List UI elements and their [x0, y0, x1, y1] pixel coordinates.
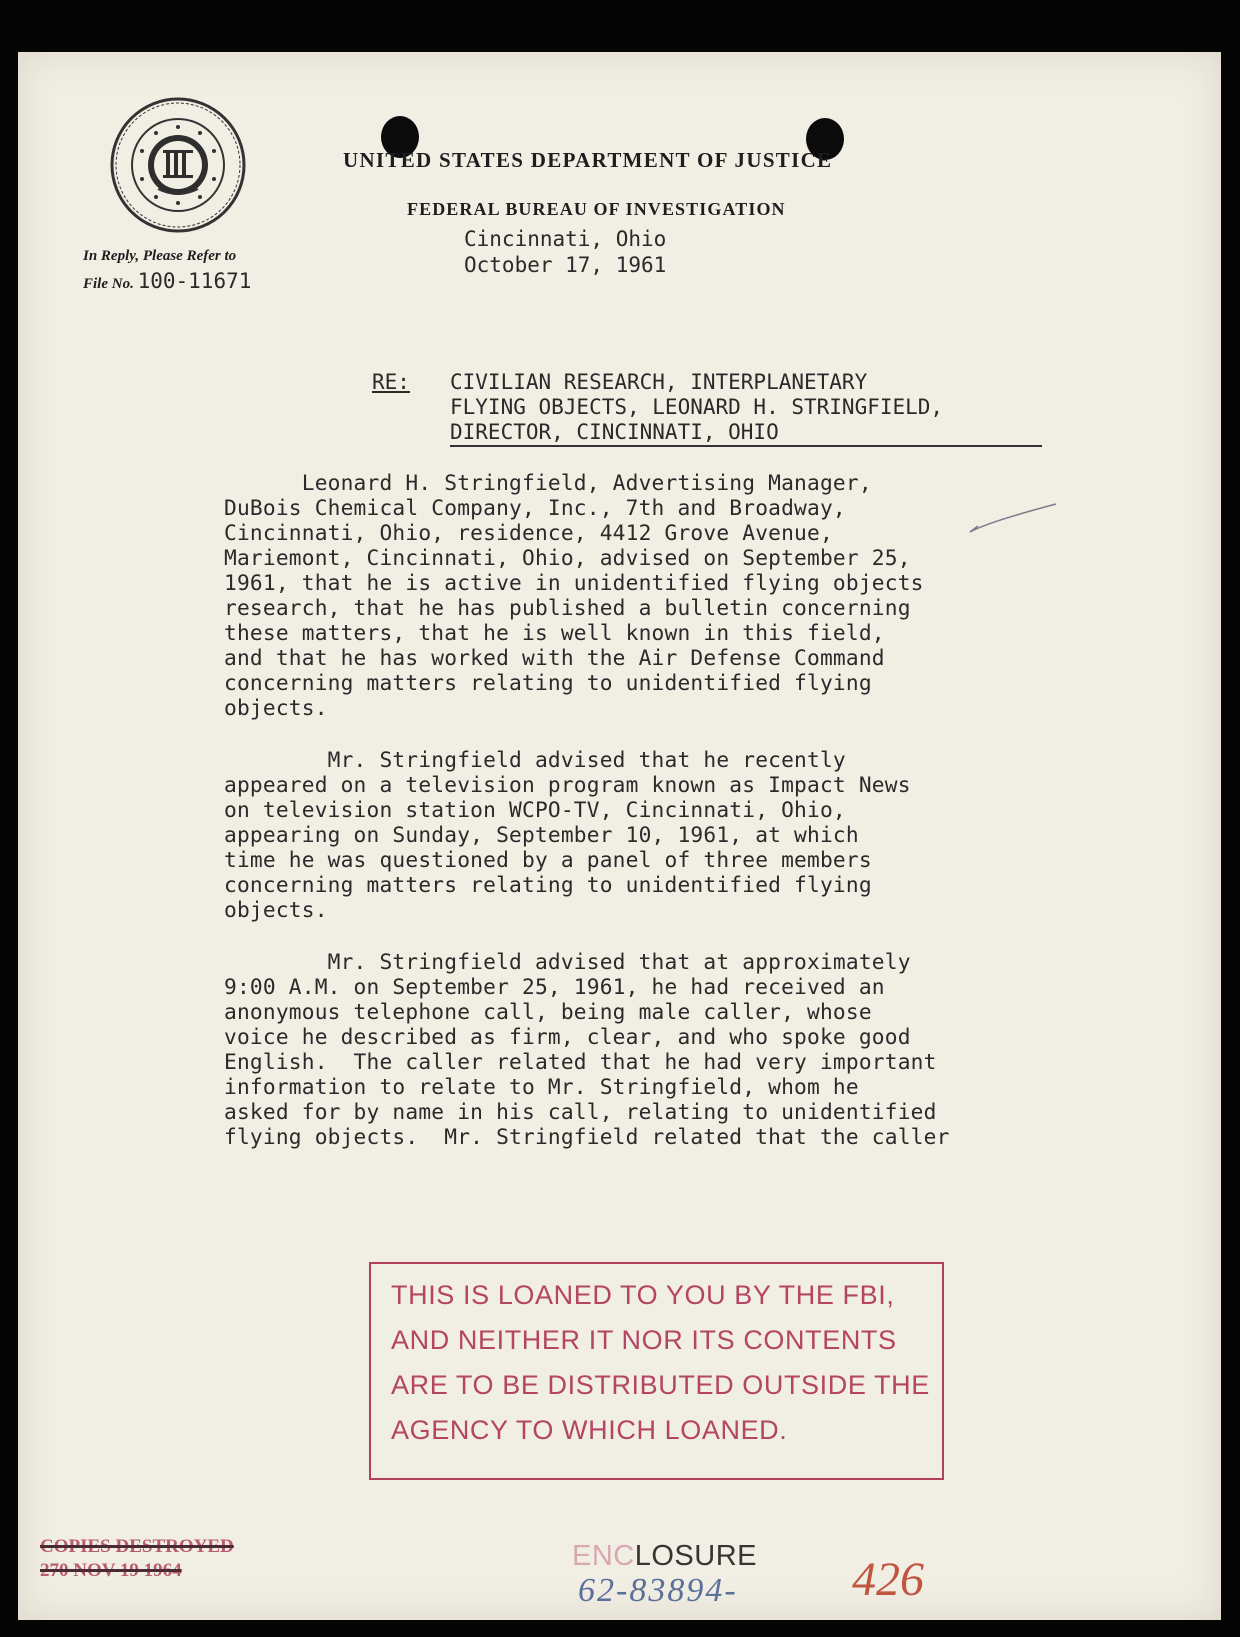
enclosure-stamp [572, 1540, 757, 1573]
body-line: Mariemont, Cincinnati, Ohio, advised on September 25, [224, 545, 911, 570]
date-text: October 17, 1961 [464, 253, 667, 277]
subject-line: DIRECTOR, CINCINNATI, OHIO [450, 420, 779, 444]
enclosure-text: LOSURE [634, 1540, 757, 1572]
stamp-line: AND NEITHER IT NOR ITS CONTENTS [391, 1325, 897, 1355]
body-line: research, that he has published a bulletin concerning [224, 595, 911, 620]
loan-stamp [369, 1262, 944, 1480]
reply-label: In Reply, Please Refer to [83, 248, 237, 264]
check-mark-icon [968, 500, 1058, 540]
subject-line: CIVILIAN RESEARCH, INTERPLANETARY [450, 370, 868, 394]
body-line: voice he described as firm, clear, and who spoke good [224, 1024, 911, 1049]
subject-label: RE: [372, 370, 410, 394]
reply-reference [83, 244, 251, 297]
body-line: Mr. Stringfield advised that at approximately [224, 949, 911, 974]
body-line: Cincinnati, Ohio, residence, 4412 Grove Avenue, [224, 520, 833, 545]
stamp-line: ARE TO BE DISTRIBUTED OUTSIDE THE [391, 1370, 930, 1400]
copies-date: 270 NOV 19 1964 [40, 1560, 182, 1581]
body-line: flying objects. Mr. Stringfield related that the caller [224, 1124, 950, 1149]
file-number: 100-11671 [137, 269, 252, 293]
city-text: Cincinnati, Ohio [464, 227, 667, 251]
body-line: and that he has worked with the Air Defense Command [224, 645, 885, 670]
file-number-row [83, 269, 251, 297]
body-line: these matters, that he is well known in this field, [224, 620, 885, 645]
stamp-line: THIS IS LOANED TO YOU BY THE FBI, [391, 1280, 895, 1310]
copies-line: COPIES DESTROYED [40, 1536, 234, 1557]
subject-line: FLYING OBJECTS, LEONARD H. STRINGFIELD, [450, 395, 944, 419]
body-line: Mr. Stringfield advised that he recently [224, 747, 846, 772]
handwritten-file-number: 62-83894- [578, 1572, 738, 1609]
body-line: on television station WCPO-TV, Cincinnati, Ohio, [224, 797, 846, 822]
body-line: concerning matters relating to unidentified flying [224, 670, 872, 695]
subject-underline [450, 445, 1042, 447]
body-line: information to relate to Mr. Stringfield, whom he [224, 1074, 859, 1099]
file-no-label: File No. [83, 276, 134, 292]
body-line: asked for by name in his call, relating to unidentified [224, 1099, 937, 1124]
copies-destroyed-stamp [40, 1535, 234, 1583]
document-page [18, 52, 1221, 1620]
handwritten-serial: 426 [852, 1553, 924, 1606]
body-line: English. The caller related that he had very important [224, 1049, 937, 1074]
body-line: appeared on a television program known as Impact News [224, 772, 911, 797]
body-line: 1961, that he is active in unidentified flying objects [224, 570, 924, 595]
body-line: Leonard H. Stringfield, Advertising Manager, [224, 470, 872, 495]
body-line: appearing on Sunday, September 10, 1961, at which [224, 822, 859, 847]
fbi-seal-icon [108, 95, 248, 235]
body-line: DuBois Chemical Company, Inc., 7th and Broadway, [224, 495, 846, 520]
body-line: time he was questioned by a panel of three members [224, 847, 872, 872]
body-line: objects. [224, 695, 328, 720]
body-line: 9:00 A.M. on September 25, 1961, he had received an [224, 974, 885, 999]
subject-text [450, 370, 943, 445]
body-line: concerning matters relating to unidentified flying [224, 872, 872, 897]
bureau-heading: FEDERAL BUREAU OF INVESTIGATION [407, 199, 786, 219]
body-line: anonymous telephone call, being male caller, whose [224, 999, 872, 1024]
body-line: objects. [224, 897, 328, 922]
enclosure-faded: ENC [572, 1540, 635, 1572]
department-heading: UNITED STATES DEPARTMENT OF JUSTICE [343, 148, 833, 172]
stamp-line: AGENCY TO WHICH LOANED. [391, 1415, 788, 1445]
location-date [464, 226, 666, 278]
